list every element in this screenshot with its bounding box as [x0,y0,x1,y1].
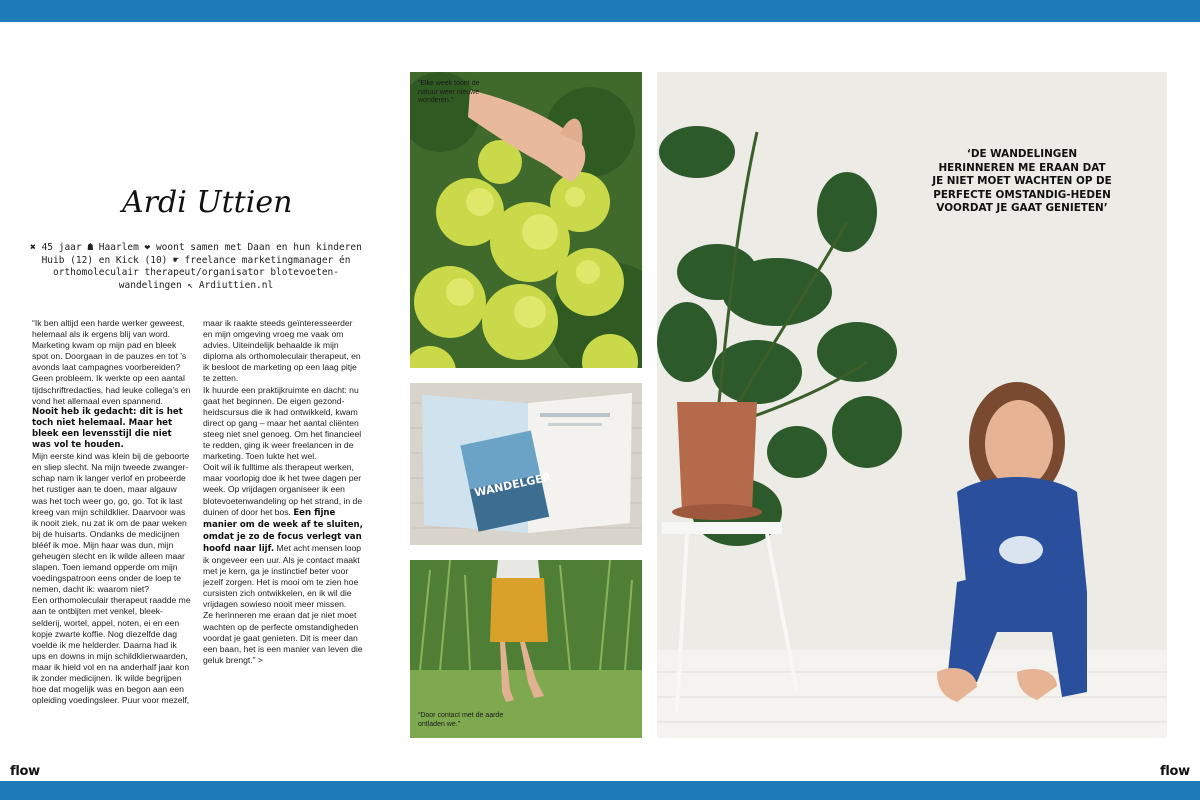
flow-logo-right: flow [1160,764,1190,779]
article-column-2 [203,318,363,666]
article-paragraph: Ik huurde een praktijkruimte en dacht: nu gaat het beginnen. De eigen gezond-heidscursus die ik had ontwikkeld, kwam direct op gang – maar het aantal cliënten steeg niet snel genoeg. Om het financieel te redden, ging ik weer freelancen in de marketing. Toen lukte het wel. [203,384,362,462]
article-paragraph: maar ik raakte steeds geïnteresseerder en mijn omgeving vroeg me vaak om advies. Uiteindelijk behaalde ik mijn diploma als orthomoleculair therapeut, en ik besloot de marketing op een laag pitje te zetten. [203,318,361,384]
profile-name: Ardi Uttien [122,185,293,220]
flow-logo-left: flow [10,764,40,779]
profile-name-lettering [118,178,298,226]
profile-bio: ✖ 45 jaar ☗ Haarlem ❤ woont samen met Daan en hun kinderen Huib (12) en Kick (10) ☛ freelance marketingmanager én orthomoleculair therapeut/organisator blotevoeten-wandelingen ↖ Ardiuttien.nl [30,242,362,291]
article-highlight: Een fijne manier om de week af te sluiten, omdat je zo de focus verlegt van hoofd naar lijf. [203,507,363,554]
article-text: Ooit wil ik fulltime als therapeut werken, maar voorlopig doe ik het twee dagen per week. Op vrijdagen organiseer ik een blotevoetenwandeling op het strand, in de duinen of door het bos. [203,462,363,517]
article-text: Met acht mensen loop ik ongeveer een uur. Als je contact maakt met je kern, ga je instinctief beter voor jezelf zorgen. Het is mooi om te zien hoe cursisten zich ontwikkelen, en ik wil die vrijdagen sowieso nooit meer missen. [203,542,362,610]
pull-quote: ‘DE WANDELINGEN HERINNEREN ME ERAAN DAT JE NIET MOET WACHTEN OP DE PERFECTE OMSTANDIG-HEDEN VOORDAT JE GAAT GENIETEN’ [932,148,1112,215]
walk-caption: “Door contact met de aarde ontladen we.” [418,712,504,728]
article-paragraph [203,462,363,610]
bottom-color-band [0,781,1200,800]
article-highlight: Nooit heb ik gedacht: dit is het toch niet helemaal. Maar het bleek een levensstijl die niet was vol te houden. [32,406,183,451]
book-cover-title: WANDELGER [473,470,553,500]
article-column-1 [32,318,192,706]
flowers-caption: “Elke week toont de natuur weer nieuwe wonderen.” [418,80,480,105]
book-photo [410,383,642,545]
article-paragraph: Mijn eerste kind was klein bij de geboorte en sliep slecht. Na mijn tweede zwanger-schap nam ik langer verlof en probeerde het rustiger aan te doen, maar algauw was het toch weer go, go, go. Tot ik last kreeg van mijn schildklier. Daarvoor was ik nooit ziek, nu zat ik om de paar weken bij de huisarts. Ondanks de medicijnen blééf ik moe. Mijn haar was dun, mijn geheugen slecht en ik wilde alleen maar slapen. Toen iemand opperde om mijn voedingspatroon eens onder de loep te nemen, dacht ik: waarom niet? [32,451,190,595]
article-paragraph: Ze herinneren me eraan dat je niet moet wachten op de perfecte omstandigheden voordat je gaat genieten. Dit is meer dan een baan, het is een manier van leven die geluk brengt.” > [203,610,363,665]
article-paragraph: Een orthomoleculair therapeut raadde me aan te ontbijten met venkel, bleek-selderij, wortel, appel, noten, ei en een kopje zwarte koffie. Nog diezelfde dag voelde ik me helderder. Daarna had ik ups en downs in mijn schildklierwaarden, maar ik hield vol en na anderhalf jaar kon ik zonder medicijnen. Ik wilde begrijpen hoe dat mogelijk was en begon aan een opleiding voedingsleer. Puur voor mezelf, [32,595,191,706]
article-paragraph: “Ik ben altijd een harde werker geweest, helemaal als ik ergens blij van word. Marketing kwam op mijn pad en bleek spot on. Doorgaan in de pauzes en tot ’s avonds laat campagnes voorbereiden? Geen probleem. Ik werkte op een aantal tijdschriftredacties, had leuke collega’s en vond het allemaal even spannend. [32,318,191,406]
handwritten-name [118,178,298,226]
flowers-photo [410,72,642,368]
top-color-band [0,0,1200,22]
